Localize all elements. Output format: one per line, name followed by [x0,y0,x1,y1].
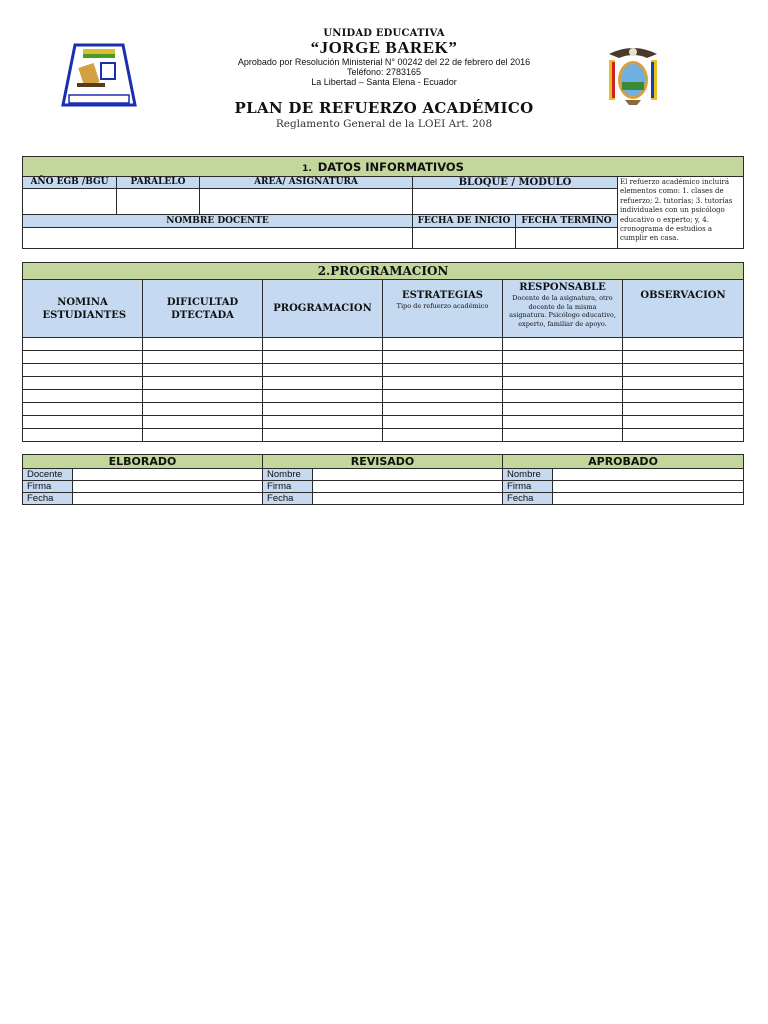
programacion-header-row [23,280,744,338]
institution-name: “JORGE BAREK” [310,38,458,57]
table-cell[interactable] [263,390,383,403]
table-cell[interactable] [383,403,503,416]
signatures-table [22,454,744,505]
table-cell[interactable] [623,338,744,351]
table-cell[interactable] [23,338,143,351]
table-cell[interactable] [23,364,143,377]
aprobado-heading: APROBADO [503,455,744,469]
elaborado-firma-label: Firma [23,481,73,493]
revisado-firma-label: Firma [263,481,313,493]
revisado-heading: REVISADO [263,455,503,469]
table-cell[interactable] [263,429,383,442]
table-cell[interactable] [143,377,263,390]
table-cell[interactable] [383,338,503,351]
section1-number: 1. [302,163,312,174]
fecha-termino-field[interactable] [516,228,618,249]
aprobado-nombre-label: Nombre [503,469,553,481]
table-cell[interactable] [623,364,744,377]
table-cell[interactable] [383,416,503,429]
table-cell[interactable] [263,416,383,429]
programacion-table [22,262,744,442]
table-cell[interactable] [623,390,744,403]
table-cell[interactable] [503,429,623,442]
table-row [23,403,744,416]
table-cell[interactable] [143,390,263,403]
table-cell[interactable] [383,351,503,364]
col-observacion [623,280,744,338]
elaborado-docente-field[interactable] [73,469,263,481]
col-area-asignatura: AREA/ ASIGNATURA [200,177,413,189]
table-row [23,429,744,442]
table-cell[interactable] [263,338,383,351]
table-cell[interactable] [23,390,143,403]
table-cell[interactable] [263,377,383,390]
revisado-firma-field[interactable] [313,481,503,493]
document-title: PLAN DE REFUERZO ACADÉMICO [234,99,534,117]
table-cell[interactable] [143,403,263,416]
col-anio-egb: AÑO EGB /BGU [23,177,117,189]
bloque-modulo-field[interactable] [413,189,618,215]
elaborado-firma-field[interactable] [73,481,263,493]
table-cell[interactable] [383,390,503,403]
table-cell[interactable] [23,377,143,390]
col-label: NOMINA ESTUDIANTES [42,296,127,321]
table-cell[interactable] [623,403,744,416]
col-dificultad-detectada [143,280,263,338]
table-cell[interactable] [503,338,623,351]
location-text: La Libertad – Santa Elena - Ecuador [311,77,457,87]
col-responsable [503,280,623,338]
table-cell[interactable] [23,351,143,364]
col-nombre-docente: NOMBRE DOCENTE [23,215,413,228]
table-cell[interactable] [383,429,503,442]
table-cell[interactable] [503,351,623,364]
table-cell[interactable] [623,351,744,364]
table-cell[interactable] [623,377,744,390]
col-label: ESTRATEGIAS [401,290,484,301]
revisado-fecha-field[interactable] [313,493,503,505]
table-cell[interactable] [263,364,383,377]
col-paralelo: PARALELO [117,177,200,189]
table-row [23,390,744,403]
fecha-inicio-field[interactable] [413,228,516,249]
document-subtitle: Reglamento General de la LOEI Art. 208 [275,118,493,130]
col-label: OBSERVACION [640,290,726,301]
table-row [23,416,744,429]
table-cell[interactable] [503,364,623,377]
institution-type: UNIDAD EDUCATIVA [323,28,445,39]
col-label: PROGRAMACION [273,303,372,314]
table-cell[interactable] [23,403,143,416]
table-cell[interactable] [143,429,263,442]
elaborado-fecha-label: Fecha [23,493,73,505]
aprobado-nombre-field[interactable] [553,469,744,481]
col-label: RESPONSABLE [519,282,606,293]
anio-egb-field[interactable] [23,189,117,215]
phone-text: Teléfono: 2783165 [346,67,422,77]
table-cell[interactable] [383,377,503,390]
paralelo-field[interactable] [117,189,200,215]
col-nomina-estudiantes [23,280,143,338]
area-asignatura-field[interactable] [200,189,413,215]
col-fecha-inicio: FECHA DE INICIO [413,215,516,228]
table-cell[interactable] [503,403,623,416]
section2-header: 2.PROGRAMACION [23,263,744,280]
table-row [23,338,744,351]
revisado-nombre-field[interactable] [313,469,503,481]
table-cell[interactable] [383,364,503,377]
table-cell[interactable] [143,351,263,364]
col-label: DIFICULTAD DTECTADA [166,296,239,321]
table-cell[interactable] [623,416,744,429]
col-sublabel: Tipo de refuerzo académico [396,302,489,310]
elaborado-fecha-field[interactable] [73,493,263,505]
col-sublabel: Docente de la asignatura, otro docente de la misma asignatura. Psicólogo educativo, experto, familiar de apoyo. [509,294,616,328]
section1-header [23,157,744,177]
table-cell[interactable] [503,390,623,403]
aprobado-fecha-label: Fecha [503,493,553,505]
datos-informativos-table [22,156,744,249]
table-cell[interactable] [143,416,263,429]
col-programacion [263,280,383,338]
table-cell[interactable] [143,364,263,377]
table-cell[interactable] [503,377,623,390]
table-cell[interactable] [143,338,263,351]
table-cell[interactable] [623,429,744,442]
table-cell[interactable] [263,403,383,416]
col-estrategias [383,280,503,338]
refuerzo-note: El refuerzo académico incluirá elementos como: 1. clases de refuerzo; 2. tutorías; 3. tutorías individuales con un psicólogo educativo o experto; y, 4. cronograma de estudios a cumplir en casa. [618,177,744,249]
table-cell[interactable] [503,416,623,429]
aprobado-firma-field[interactable] [553,481,744,493]
revisado-fecha-label: Fecha [263,493,313,505]
elaborado-docente-label: Docente [23,469,73,481]
section1-title: DATOS INFORMATIVOS [317,159,464,174]
revisado-nombre-label: Nombre [263,469,313,481]
nombre-docente-field[interactable] [23,228,413,249]
table-row [23,377,744,390]
col-fecha-termino: FECHA TERMINO [516,215,618,228]
aprobado-firma-label: Firma [503,481,553,493]
table-cell[interactable] [23,416,143,429]
table-cell[interactable] [23,429,143,442]
table-row [23,351,744,364]
table-cell[interactable] [263,351,383,364]
elaborado-heading: ELBORADO [23,455,263,469]
approval-text: Aprobado por Resolución Ministerial N° 00242 del 22 de febrero del 2016 [237,57,531,67]
table-row [23,364,744,377]
aprobado-fecha-field[interactable] [553,493,744,505]
col-bloque-modulo: BLOQUE / MODULO [413,177,618,189]
